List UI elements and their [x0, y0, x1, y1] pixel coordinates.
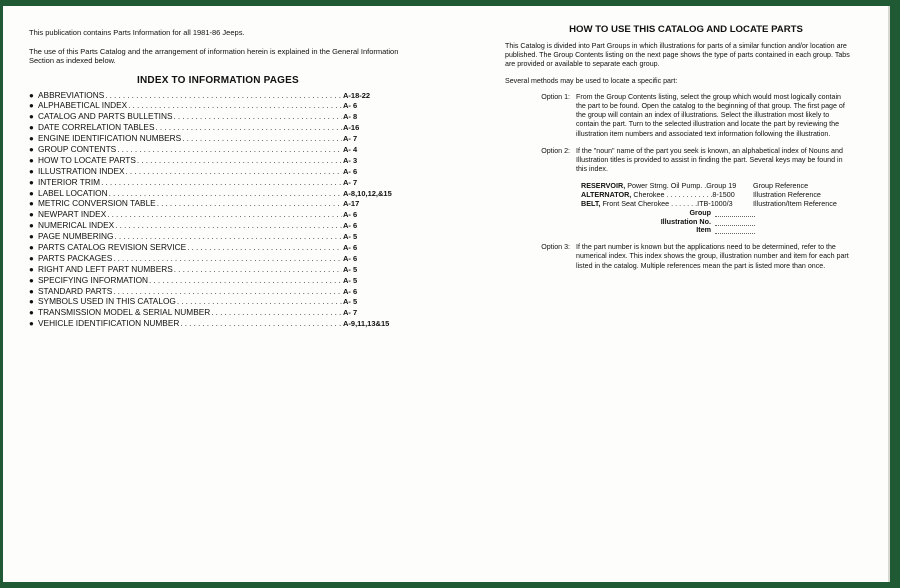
- index-entry-page: A- 5: [343, 264, 358, 274]
- dot-leader: [174, 264, 342, 275]
- dot-leader: [173, 111, 342, 122]
- index-entry-page: A- 5: [343, 297, 358, 307]
- index-entry-label: RIGHT AND LEFT PART NUMBERS: [38, 263, 173, 274]
- index-examples: [581, 182, 855, 235]
- dot-leader: [211, 307, 342, 318]
- index-entry: [29, 144, 387, 155]
- dot-leader: [113, 253, 342, 264]
- option-1: [505, 93, 855, 139]
- example-detail: Cherokee . . . . . . . . . . . .8-1500: [633, 190, 735, 200]
- index-entry: [29, 307, 387, 318]
- example-key: ALTERNATOR,: [581, 190, 632, 200]
- index-entry: [29, 155, 387, 166]
- bullet-icon: ●: [29, 286, 34, 296]
- dot-leader: [157, 198, 342, 209]
- option-2: [505, 147, 855, 175]
- example-row: [581, 200, 855, 209]
- index-entry-label: ABBREVIATIONS: [38, 89, 105, 100]
- index-entry: [29, 318, 390, 329]
- index-entry: [29, 90, 387, 101]
- index-entry-label: METRIC CONVERSION TABLE: [38, 198, 156, 209]
- key-item: Item: [696, 225, 711, 235]
- dot-leader: [180, 318, 342, 329]
- reference-keys: [651, 209, 855, 235]
- index-entry-page: A-9,11,13&15: [343, 319, 390, 329]
- bullet-icon: ●: [29, 275, 34, 285]
- index-entry-label: CATALOG AND PARTS BULLETINS: [38, 111, 173, 122]
- dot-leader: [156, 122, 343, 133]
- index-entry-label: LABEL LOCATION: [38, 187, 108, 198]
- option-3: [505, 243, 855, 271]
- index-entry: [29, 122, 387, 133]
- bullet-icon: ●: [29, 232, 34, 242]
- index-entry-label: PARTS PACKAGES: [38, 252, 113, 263]
- dot-leader: [126, 166, 342, 177]
- index-entry-label: DATE CORRELATION TABLES: [38, 122, 155, 133]
- index-entry-page: A- 8: [343, 112, 358, 122]
- index-entry-label: PAGE NUMBERING: [38, 231, 114, 242]
- index-entry: [29, 253, 387, 264]
- dot-leader: [177, 296, 342, 307]
- index-entry-page: A-17: [343, 199, 360, 209]
- bullet-icon: ●: [29, 177, 34, 187]
- example-ref: Illustration/Item Reference: [753, 199, 837, 209]
- index-entry-page: A-8,10,12,&15: [343, 188, 392, 198]
- dot-leader: [101, 177, 342, 188]
- index-entry-page: A- 3: [343, 155, 358, 165]
- bullet-icon: ●: [29, 101, 34, 111]
- how-to-heading: HOW TO USE THIS CATALOG AND LOCATE PARTS: [569, 24, 803, 35]
- bullet-icon: ●: [29, 221, 34, 231]
- option-1-label: Option 1:: [541, 92, 570, 101]
- key-group: Group: [689, 207, 711, 217]
- dot-leader: [137, 155, 342, 166]
- index-entry-page: A- 6: [343, 286, 358, 296]
- index-entry: [29, 100, 387, 111]
- index-entry-label: SYMBOLS USED IN THIS CATALOG: [38, 296, 176, 307]
- bullet-icon: ●: [29, 264, 34, 274]
- index-entry-page: A- 6: [343, 242, 358, 252]
- index-heading: INDEX TO INFORMATION PAGES: [137, 74, 299, 86]
- index-entry: [29, 220, 387, 231]
- dot-leader: [128, 100, 342, 111]
- index-entry-page: A-18-22: [343, 90, 371, 100]
- index-entry-label: ENGINE IDENTIFICATION NUMBERS: [38, 133, 182, 144]
- dot-leader: [107, 209, 342, 220]
- intro-paragraph-1: This publication contains Parts Information for all 1981-86 Jeeps.: [29, 28, 245, 37]
- index-entry: [29, 133, 387, 144]
- index-entry-label: PARTS CATALOG REVISION SERVICE: [38, 241, 187, 252]
- dot-leader: [115, 220, 342, 231]
- index-entry-page: A- 6: [343, 101, 358, 111]
- dot-leader: [149, 275, 342, 286]
- dot-leader: [114, 231, 342, 242]
- index-entry: [29, 166, 387, 177]
- dot-leader: [105, 90, 342, 101]
- index-entry: [29, 286, 387, 297]
- left-page: [29, 28, 399, 329]
- bullet-icon: ●: [29, 134, 34, 144]
- example-key: RESERVOIR,: [581, 181, 626, 191]
- index-entry-page: A- 5: [343, 275, 358, 285]
- index-entry-label: TRANSMISSION MODEL & SERIAL NUMBER: [38, 307, 211, 318]
- bullet-icon: ●: [29, 144, 34, 154]
- bullet-icon: ●: [29, 112, 34, 122]
- index-list: [29, 90, 399, 330]
- index-entry-page: A- 7: [343, 177, 358, 187]
- index-entry-page: A-16: [343, 123, 360, 133]
- key-illustration: Illustration No.: [660, 216, 711, 226]
- example-key: BELT,: [581, 199, 601, 209]
- bullet-icon: ●: [29, 199, 34, 209]
- index-entry: [29, 187, 392, 199]
- index-entry: [29, 231, 387, 242]
- index-entry: [29, 275, 387, 286]
- index-entry-page: A- 7: [343, 308, 358, 318]
- example-detail: Power Strng. Oil Pump. .Group 19: [627, 181, 737, 191]
- bullet-icon: ●: [29, 319, 34, 329]
- methods-paragraph: Several methods may be used to locate a specific part:: [505, 76, 678, 85]
- bullet-icon: ●: [29, 297, 34, 307]
- index-entry: [29, 209, 387, 220]
- intro-paragraph-2: The use of this Parts Catalog and the arrangement of information herein is explained in the General Information Section as indexed below.: [29, 46, 399, 65]
- index-entry-page: A- 4: [343, 144, 358, 154]
- index-entry-page: A- 6: [343, 221, 358, 231]
- index-entry-page: A- 6: [343, 166, 358, 176]
- option-3-label: Option 3:: [541, 243, 570, 252]
- option-3-text: If the part number is known but the applications need to be determined, refer to the numerical index. This index shows the group, illustration number and item for each part listed in the catalog. Multiple references mean the part is listed more than once.: [576, 243, 849, 270]
- index-entry-page: A- 6: [343, 210, 358, 220]
- index-entry-label: NEWPART INDEX: [38, 209, 107, 220]
- index-entry-page: A- 7: [343, 134, 358, 144]
- bullet-icon: ●: [29, 242, 34, 252]
- option-2-label: Option 2:: [541, 146, 570, 155]
- index-entry: [29, 177, 387, 188]
- example-ref: Illustration Reference: [753, 190, 821, 200]
- bullet-icon: ●: [29, 253, 34, 263]
- index-entry-page: A- 5: [343, 232, 358, 242]
- bullet-icon: ●: [29, 123, 34, 133]
- index-entry-label: VEHICLE IDENTIFICATION NUMBER: [38, 318, 180, 329]
- index-entry-label: HOW TO LOCATE PARTS: [38, 154, 136, 165]
- dot-leader: [187, 242, 342, 253]
- index-entry: [29, 198, 387, 209]
- index-entry-label: INTERIOR TRIM: [38, 176, 101, 187]
- bullet-icon: ●: [29, 188, 34, 198]
- bullet-icon: ●: [29, 210, 34, 220]
- catalog-spread: [3, 6, 890, 582]
- index-entry: [29, 296, 387, 307]
- example-detail: Front Seat Cherokee . . . . . . .ITB-1000/3: [602, 199, 733, 209]
- dot-leader: [109, 188, 342, 199]
- bullet-icon: ●: [29, 308, 34, 318]
- index-entry-page: A- 6: [343, 253, 358, 263]
- dot-leader: [182, 133, 342, 144]
- bullet-icon: ●: [29, 166, 34, 176]
- intro-paragraph: This Catalog is divided into Part Groups in which illustrations for parts of a similar function and/or location are published. The Group Contents listing on the next page shows the type of parts contained in each group. Tabs are provided or available to separate each group.: [505, 42, 850, 69]
- dot-leader: [113, 286, 342, 297]
- bullet-icon: ●: [29, 155, 34, 165]
- bullet-icon: ●: [29, 90, 34, 100]
- index-entry: [29, 242, 387, 253]
- dot-leader: [117, 144, 342, 155]
- right-page: [505, 24, 855, 279]
- option-1-text: From the Group Contents listing, select the group which would most logically contain the part to be found. Open the catalog to the beginning of that group. The first page of the group will contain an index of illustrations. Select the illustration most likely to contain the part. Turn to the selected illustration and locate the part by reviewing the illustration item numbers and associated text information following the illustration.: [576, 92, 845, 138]
- index-entry: [29, 264, 387, 275]
- index-entry-label: ALPHABETICAL INDEX: [38, 100, 128, 111]
- index-entry-label: SPECIFYING INFORMATION: [38, 274, 149, 285]
- index-entry-label: STANDARD PARTS: [38, 285, 113, 296]
- index-entry-label: NUMERICAL INDEX: [38, 220, 115, 231]
- index-entry-label: GROUP CONTENTS: [38, 143, 117, 154]
- example-ref: Group Reference: [753, 181, 809, 191]
- index-entry-label: ILLUSTRATION INDEX: [38, 165, 125, 176]
- index-entry: [29, 111, 387, 122]
- option-2-text: If the "noun" name of the part you seek is known, an alphabetical index of Nouns and Illustration titles is provided to assist in finding the part. Several keys may be found in this index.: [576, 146, 843, 174]
